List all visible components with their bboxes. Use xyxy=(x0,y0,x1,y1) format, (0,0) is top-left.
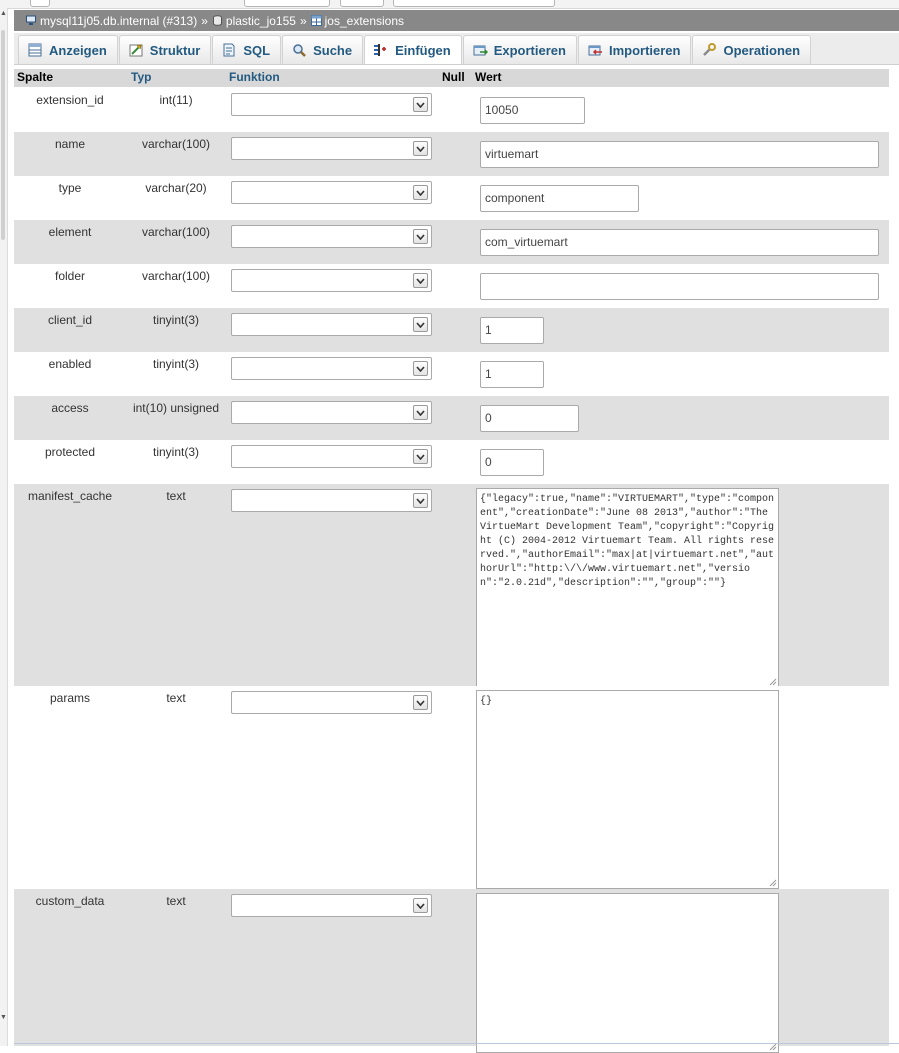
page-bottom-divider xyxy=(14,1043,899,1044)
field-type: text xyxy=(166,691,186,705)
field-name: protected xyxy=(44,445,96,459)
function-select[interactable] xyxy=(231,445,432,468)
field-name: params xyxy=(49,691,90,705)
value-input[interactable]: 0 xyxy=(480,405,579,432)
value-textarea-content: {} xyxy=(480,696,493,707)
field-row-manifest-cache xyxy=(14,484,889,686)
tab-label: Einfügen xyxy=(395,42,451,58)
sql-icon xyxy=(221,42,237,58)
field-row-custom-data xyxy=(14,889,889,1046)
value-textarea[interactable] xyxy=(476,690,779,889)
browse-icon xyxy=(27,42,43,58)
field-type: int(10) unsigned xyxy=(132,401,220,415)
field-name: manifest_cache xyxy=(27,489,113,503)
tab-sql[interactable] xyxy=(212,35,281,64)
function-select[interactable] xyxy=(231,225,432,248)
function-select[interactable] xyxy=(231,181,432,204)
breadcrumb-database-label: plastic_jo155 xyxy=(225,13,296,28)
tab-label: Operationen xyxy=(723,42,801,58)
resize-grip-icon[interactable] xyxy=(768,878,777,887)
function-select[interactable] xyxy=(231,894,432,917)
field-name: element xyxy=(48,225,92,239)
breadcrumb xyxy=(14,10,899,31)
tab-label: SQL xyxy=(243,42,271,58)
import-icon xyxy=(587,42,603,58)
field-type: text xyxy=(166,489,186,503)
value-input[interactable] xyxy=(480,273,879,300)
value-input[interactable]: 1 xyxy=(480,361,544,388)
breadcrumb-table-label: jos_extensions xyxy=(324,13,405,28)
value-input[interactable]: com_virtuemart xyxy=(480,229,879,256)
field-row-extension-id xyxy=(14,88,889,132)
value-textarea[interactable] xyxy=(476,893,779,1053)
function-select[interactable] xyxy=(231,313,432,336)
tab-operationen[interactable] xyxy=(692,35,811,64)
breadcrumb-separator: » xyxy=(201,13,208,28)
table-icon xyxy=(311,15,322,26)
header-type[interactable]: Typ xyxy=(131,70,152,84)
breadcrumb-server-label: mysql11j05.db.internal (#313) xyxy=(40,13,198,28)
tab-exportieren[interactable] xyxy=(463,35,577,64)
field-type: tinyint(3) xyxy=(152,357,199,371)
database-icon xyxy=(212,15,223,26)
export-icon xyxy=(472,42,488,58)
scroll-up-icon[interactable]: ▲ xyxy=(0,10,7,17)
field-name: folder xyxy=(54,269,86,283)
function-select[interactable] xyxy=(231,691,432,714)
header-function[interactable]: Funktion xyxy=(229,70,280,84)
field-name: type xyxy=(58,181,82,195)
field-row-element xyxy=(14,220,889,264)
function-select[interactable] xyxy=(231,489,432,512)
tab-struktur[interactable] xyxy=(119,35,212,64)
wrench-icon xyxy=(701,42,717,58)
resize-grip-icon[interactable] xyxy=(768,677,777,686)
toolbar-button-partial[interactable] xyxy=(340,0,384,7)
breadcrumb-separator: » xyxy=(299,13,307,28)
header-null: Null xyxy=(442,70,465,84)
field-row-folder xyxy=(14,264,889,308)
search-icon xyxy=(291,42,307,58)
chevron-down-icon[interactable] xyxy=(413,97,428,112)
tab-importieren[interactable] xyxy=(578,35,692,64)
tab-label: Anzeigen xyxy=(49,42,107,58)
field-name: custom_data xyxy=(35,894,105,908)
chevron-down-icon[interactable] xyxy=(413,695,428,710)
tab-anzeigen[interactable] xyxy=(18,35,118,64)
scrollbar-thumb[interactable] xyxy=(1,30,5,240)
field-name: extension_id xyxy=(36,93,104,107)
tab-label: Struktur xyxy=(149,42,201,58)
field-row-client-id xyxy=(14,308,889,352)
toolbar-button-partial[interactable] xyxy=(30,0,50,7)
breadcrumb-database[interactable] xyxy=(212,14,296,28)
server-icon xyxy=(26,15,37,26)
value-textarea[interactable] xyxy=(476,488,779,688)
value-input[interactable]: 0 xyxy=(480,449,544,476)
function-select[interactable] xyxy=(231,357,432,380)
field-row-protected xyxy=(14,440,889,484)
field-name: name xyxy=(54,137,86,151)
chevron-down-icon[interactable] xyxy=(413,141,428,156)
field-row-type xyxy=(14,176,889,220)
field-type: varchar(100) xyxy=(141,225,211,239)
chevron-down-icon[interactable] xyxy=(413,273,428,288)
tab-einfügen[interactable] xyxy=(364,35,462,64)
field-type: varchar(100) xyxy=(141,137,211,151)
header-value: Wert xyxy=(475,70,502,84)
chevron-down-icon[interactable] xyxy=(413,493,428,508)
function-select[interactable] xyxy=(231,137,432,160)
field-type: int(11) xyxy=(159,93,193,107)
function-select[interactable] xyxy=(231,269,432,292)
breadcrumb-table[interactable] xyxy=(311,14,404,28)
chevron-down-icon[interactable] xyxy=(413,449,428,464)
field-row-name xyxy=(14,132,889,176)
page-scrollbar[interactable] xyxy=(0,8,8,1046)
value-textarea-content: {"legacy":true,"name":"VIRTUEMART","type":"component","creationDate":"June 08 2013","author":"The VirtueMart Development Team","copyright":"Copyright (C) 2004-2012 Virtuemart Team. All rights reserved.","authorEmail":"max|at|virtuemart.net","authorUrl":"http:\/\/www.virtuemart.net","version":"2.0.21d","description":"","group":""} xyxy=(480,494,775,589)
tab-bar xyxy=(14,33,899,65)
value-input[interactable]: virtuemart xyxy=(480,141,879,168)
column-header-row xyxy=(14,69,889,87)
value-input[interactable]: 1 xyxy=(480,317,544,344)
field-row-enabled xyxy=(14,352,889,396)
field-type: varchar(100) xyxy=(141,269,211,283)
structure-icon xyxy=(128,42,144,58)
scroll-down-icon[interactable]: ▼ xyxy=(0,1014,7,1021)
toolbar-field-partial[interactable] xyxy=(393,0,555,7)
field-row-params xyxy=(14,686,889,889)
chevron-down-icon[interactable] xyxy=(413,317,428,332)
header-column: Spalte xyxy=(17,70,54,84)
chevron-down-icon[interactable] xyxy=(413,405,428,420)
value-input[interactable]: 10050 xyxy=(480,97,585,124)
function-select[interactable] xyxy=(231,401,432,424)
value-input[interactable]: component xyxy=(480,185,639,212)
field-type: varchar(20) xyxy=(145,181,207,195)
field-type: tinyint(3) xyxy=(152,313,199,327)
chevron-down-icon[interactable] xyxy=(413,361,428,376)
tab-suche[interactable] xyxy=(282,35,363,64)
field-row-access xyxy=(14,396,889,440)
field-name: client_id xyxy=(47,313,93,327)
chevron-down-icon[interactable] xyxy=(413,898,428,913)
field-name: enabled xyxy=(48,357,92,371)
chevron-down-icon[interactable] xyxy=(413,185,428,200)
toolbar-button-partial[interactable] xyxy=(244,0,330,7)
breadcrumb-server[interactable] xyxy=(26,14,197,28)
top-toolbar-strip xyxy=(0,0,899,9)
insert-icon xyxy=(373,42,389,58)
tab-label: Suche xyxy=(313,42,353,58)
tab-label: Exportieren xyxy=(493,42,566,58)
field-type: text xyxy=(166,894,186,908)
field-name: access xyxy=(51,401,89,415)
function-select[interactable] xyxy=(231,93,432,116)
field-type: tinyint(3) xyxy=(152,445,199,459)
chevron-down-icon[interactable] xyxy=(413,229,428,244)
tab-label: Importieren xyxy=(608,42,681,58)
